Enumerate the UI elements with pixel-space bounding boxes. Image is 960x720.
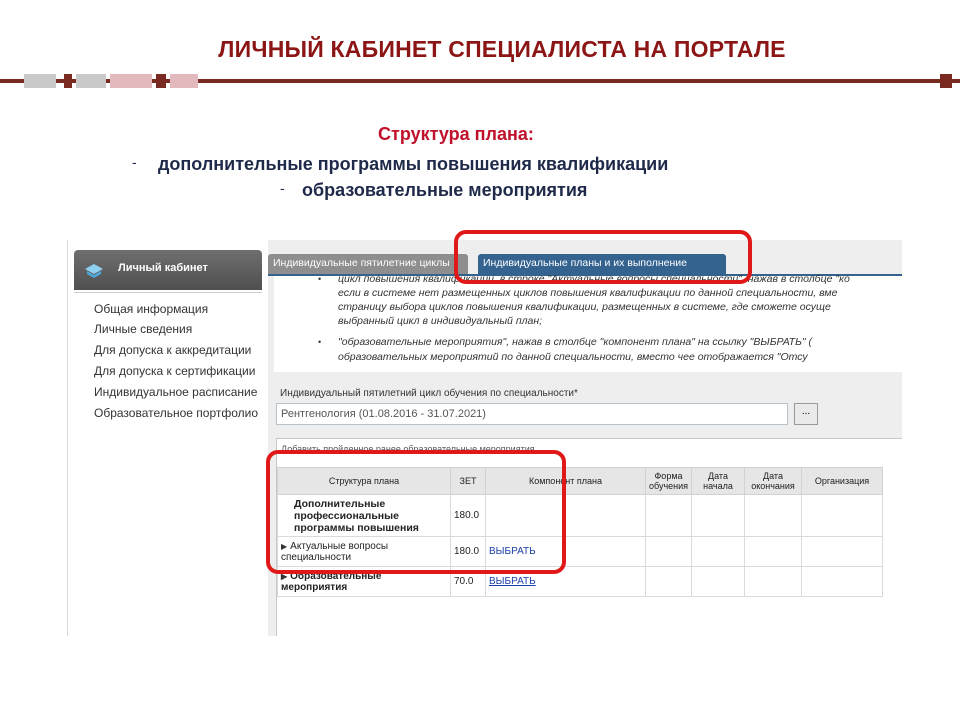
divider — [74, 292, 262, 293]
instruction-line: выбранный цикл в индивидуальный план; — [338, 315, 543, 327]
decorative-block — [110, 74, 152, 88]
expand-arrow-icon[interactable]: ▶ — [281, 541, 288, 551]
sidebar-item-personal-info[interactable]: Личные сведения — [94, 322, 193, 336]
sidebar — [68, 240, 268, 636]
portal-screenshot — [67, 240, 902, 636]
sidebar-header — [74, 250, 262, 290]
col-component: Компонент плана — [486, 468, 646, 495]
cell-structure: Дополнительные профессиональные программы повышения — [278, 495, 451, 537]
cycle-field[interactable]: Рентгенология (01.08.2016 - 31.07.2021) — [276, 403, 788, 425]
sidebar-title: Личный кабинет — [118, 262, 208, 274]
col-zet: ЗЕТ — [451, 468, 486, 495]
plan-item: образовательные мероприятия — [302, 180, 588, 200]
plan-heading: Структура плана: — [378, 124, 534, 144]
decorative-block — [64, 74, 72, 88]
cell-empty — [802, 537, 883, 567]
sidebar-item-portfolio[interactable]: Образовательное портфолио — [94, 406, 259, 420]
row-label: Актуальные вопросы специальности — [281, 540, 389, 563]
expand-arrow-icon[interactable]: ▶ — [281, 571, 288, 581]
instruction-line: "образовательные мероприятия", нажав в столбце "компонент плана" на ссылку "ВЫБРАТЬ" ( — [338, 336, 813, 348]
slide-title: ЛИЧНЫЙ КАБИНЕТ СПЕЦИАЛИСТА НА ПОРТАЛЕ — [218, 36, 786, 62]
bullet-icon: • — [318, 337, 322, 347]
col-end: Дата окончания — [745, 468, 802, 495]
tab-five-year-cycles[interactable]: Индивидуальные пятилетние циклы — [268, 254, 468, 274]
select-link[interactable]: ВЫБРАТЬ — [489, 576, 536, 587]
cell-empty — [692, 567, 745, 597]
cell-empty — [692, 537, 745, 567]
instruction-line: цикл повышения квалификации, в строке "Актуальные вопросы специальности", нажав в столбце "ко — [338, 273, 850, 285]
instructions-panel — [274, 273, 902, 372]
cycle-select-button[interactable]: ... — [794, 403, 818, 425]
col-org: Организация — [802, 468, 883, 495]
decorative-block — [24, 74, 56, 88]
instruction-line: образовательных мероприятий по данной специальности, вместо чее отображается "Отсу — [338, 351, 808, 363]
col-start: Дата начала — [692, 468, 745, 495]
cabinet-logo-icon — [84, 261, 104, 279]
plan-item: дополнительные программы повышения квалификации — [158, 154, 669, 174]
cell-zet: 180.0 — [451, 537, 486, 567]
cell-zet: 180.0 — [451, 495, 486, 537]
cell-empty — [646, 567, 692, 597]
tab-individual-plans[interactable]: Индивидуальные планы и их выполнение — [478, 254, 726, 274]
cell-empty — [745, 537, 802, 567]
cell-empty — [802, 567, 883, 597]
cell-empty — [745, 495, 802, 537]
cell-empty — [646, 537, 692, 567]
cell-empty — [692, 495, 745, 537]
cell-zet: 70.0 — [451, 567, 486, 597]
row-label: Образовательные мероприятия — [281, 570, 382, 593]
highlight-frame — [266, 450, 566, 574]
decorative-block — [156, 74, 166, 88]
instruction-line: страницу выбора циклов повышения квалификации, размещенных в системе, где сможете осуще — [338, 301, 831, 313]
instruction-line: если в системе нет размещенных циклов повышения квалификации по данной специальности, вме — [338, 287, 838, 299]
col-form: Форма обучения — [646, 468, 692, 495]
sidebar-item-certification[interactable]: Для допуска к сертификации — [94, 364, 256, 378]
cell-empty — [646, 495, 692, 537]
cell-empty — [802, 495, 883, 537]
bullet-icon: • — [318, 274, 322, 284]
sidebar-item-accreditation[interactable]: Для допуска к аккредитации — [94, 343, 252, 357]
highlight-frame — [454, 230, 752, 284]
col-structure: Структура плана — [278, 468, 451, 495]
cycle-label: Индивидуальный пятилетний цикл обучения по специальности* — [280, 388, 578, 399]
main-panel — [268, 240, 902, 636]
decorative-bar — [0, 74, 960, 88]
decorative-block — [76, 74, 106, 88]
decorative-block — [170, 74, 198, 88]
cell-empty — [745, 567, 802, 597]
dash-marker: - — [132, 154, 137, 170]
sidebar-item-schedule[interactable]: Индивидуальное расписание — [94, 385, 258, 399]
sidebar-item-general-info[interactable]: Общая информация — [94, 302, 209, 316]
decorative-block — [940, 74, 952, 88]
grid-caption[interactable]: Добавить пройденное ранее образовательные мероприятия — [281, 444, 535, 454]
dash-marker: - — [280, 180, 285, 196]
select-link[interactable]: ВЫБРАТЬ — [489, 546, 536, 557]
